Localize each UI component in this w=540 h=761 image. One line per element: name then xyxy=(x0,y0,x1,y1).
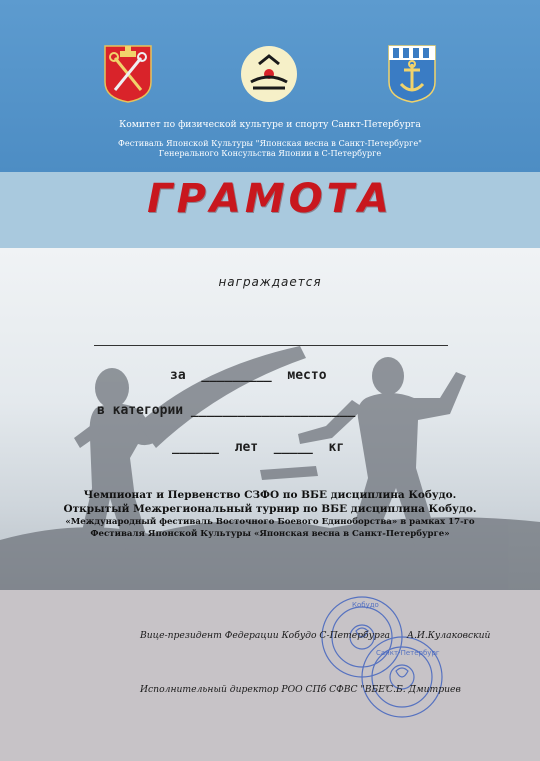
awarded-label: награждается xyxy=(218,275,322,289)
signature-area xyxy=(0,590,540,761)
category-field: в категории _____________________ xyxy=(97,403,356,418)
recipient-name-line xyxy=(94,345,448,346)
organizer-text xyxy=(0,138,540,158)
committee-text: Комитет по физической культуре и спорту Санкт-Петербурга xyxy=(119,119,421,130)
festival-line: Фестиваль Японской Культуры "Японская весна в Санкт-Петербурге" xyxy=(118,138,422,148)
leningrad-oblast-coat-of-arms-icon xyxy=(387,44,437,104)
signature-director-role: Исполнительный директор РОО СПб СФВС "ВБЕ" xyxy=(140,684,390,695)
signature-director-name: С.Б. Дмитриев xyxy=(386,684,461,695)
event-description xyxy=(0,488,540,540)
event-line-3: «Международный фестиваль Восточного Боевого Единоборства» в рамках 17-го xyxy=(65,517,475,527)
event-line-4: Фестиваля Японской Культуры «Японская весна в Санкт-Петербурге» xyxy=(90,529,450,539)
stamp-text-2: Санкт-Петербург xyxy=(376,649,440,657)
age-weight-field: ______ лет _____ кг xyxy=(172,440,345,455)
signature-vice-president-name: А.И.Кулаковский xyxy=(407,630,491,641)
spb-coat-of-arms-icon xyxy=(103,44,153,104)
certificate-title: ГРАМОТА xyxy=(147,176,393,222)
kobudo-emblem-icon xyxy=(239,44,299,104)
stamp-text-1: Кобудо xyxy=(352,601,379,609)
signature-vice-president-role: Вице-президент Федерации Кобудо С-Петербурга xyxy=(140,630,390,641)
event-line-1: Чемпионат и Первенство СЗФО по ВБЕ дисциплина Кобудо. xyxy=(83,489,457,501)
place-field: за _________ место xyxy=(170,368,327,383)
kobudo-seal-stamp xyxy=(304,585,454,725)
consulate-line: Генерального Консульства Японии в С-Петербурге xyxy=(158,148,382,158)
event-line-2: Открытый Межрегиональный турнир по ВБЕ дисциплина Кобудо. xyxy=(63,503,477,515)
